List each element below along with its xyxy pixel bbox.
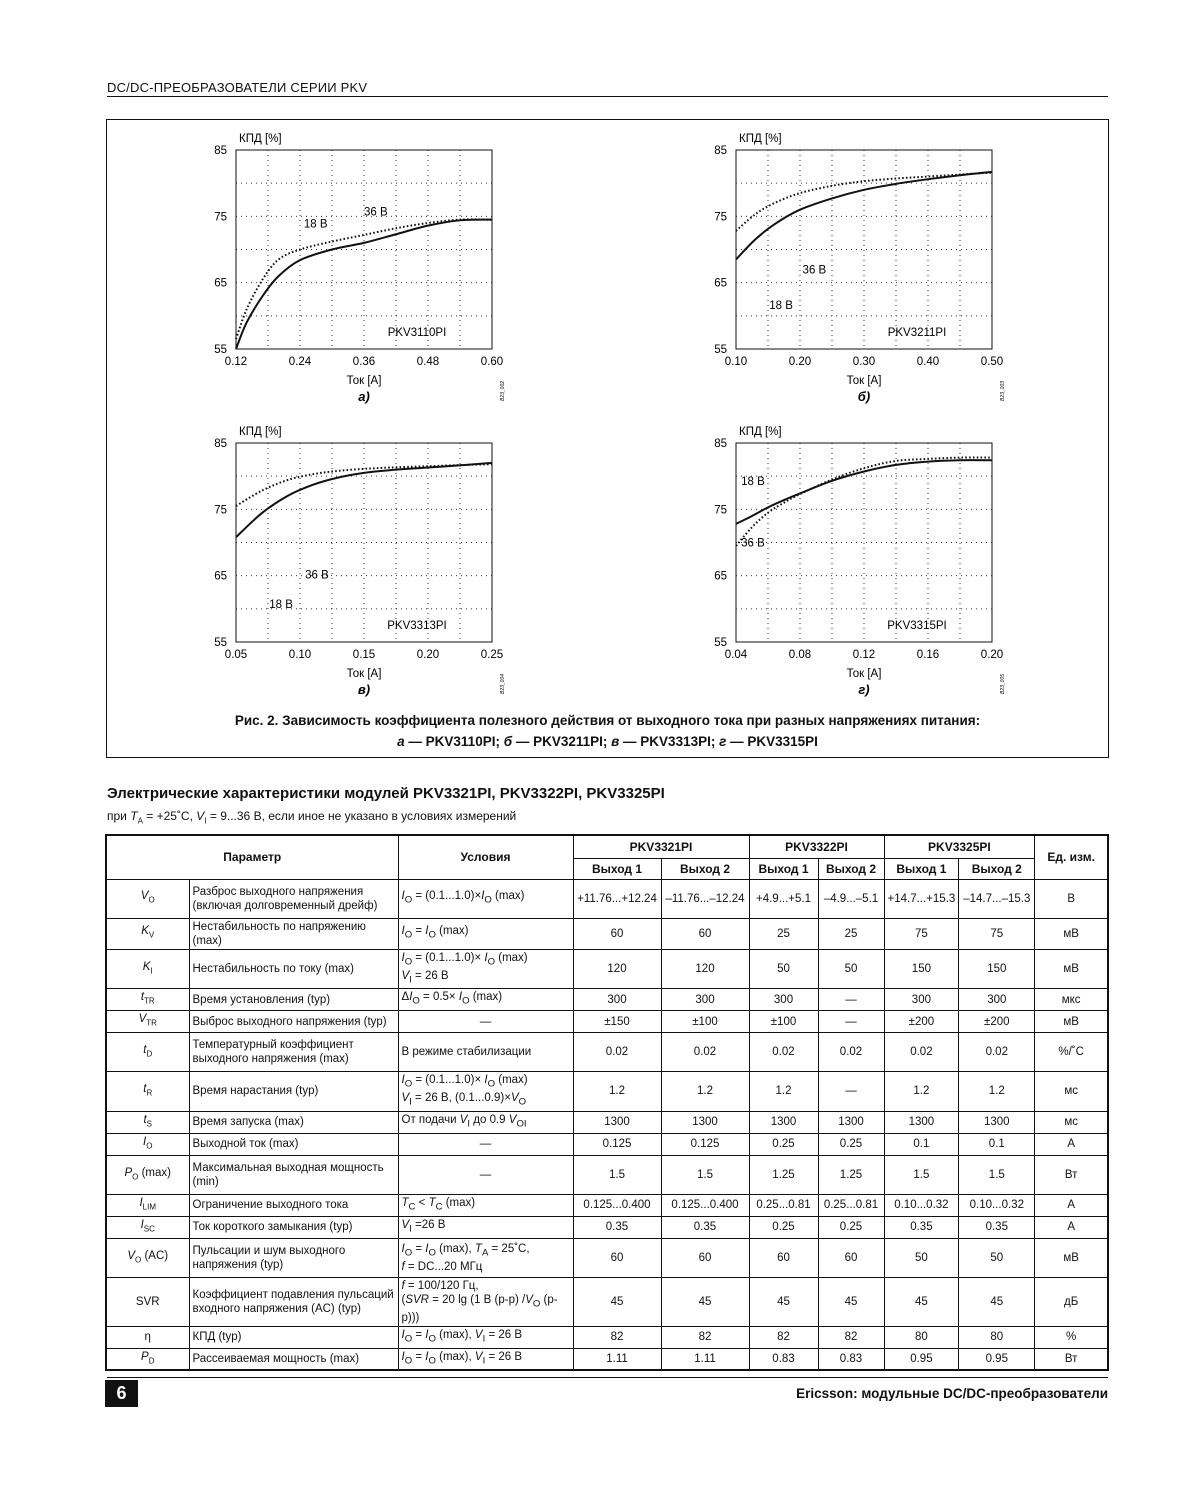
- param-name: Время установления (typ): [189, 989, 398, 1011]
- y-axis-label: КПД [%]: [739, 133, 782, 145]
- param-conditions: $I_O = (0.1...1.0)\times I_O$ (max): [398, 879, 573, 918]
- param-conditions: $V_I =26$ В: [398, 1216, 573, 1238]
- table-row: [106, 1194, 1108, 1216]
- series-line: [236, 220, 492, 349]
- table-row: [106, 1326, 1108, 1348]
- value-cell: 45: [749, 1277, 818, 1326]
- series-label: 36 В: [364, 206, 388, 219]
- value-cell: +4.9...+5.1: [749, 879, 818, 918]
- param-symbol: $P_D$: [106, 1348, 189, 1370]
- param-symbol: $K_V$: [106, 918, 189, 949]
- unit-cell: %/˚C: [1035, 1033, 1108, 1072]
- th-model-3: PKV3325PI: [884, 835, 1035, 858]
- value-cell: 300: [573, 989, 661, 1011]
- y-axis-label: КПД [%]: [239, 426, 282, 438]
- value-cell: 0.25: [749, 1133, 818, 1155]
- y-tick-label: 75: [714, 211, 727, 224]
- param-conditions: $I_O = I_O$ (max), $V_I = 26$ В: [398, 1348, 573, 1370]
- value-cell: ±200: [884, 1011, 959, 1033]
- param-symbol: $V_O$ (AC): [106, 1238, 189, 1277]
- param-symbol: $V_O$: [106, 879, 189, 918]
- value-cell: 80: [959, 1326, 1035, 1348]
- param-conditions: $I_O = I_O$ (max), $V_I = 26$ В: [398, 1326, 573, 1348]
- unit-cell: мВ: [1035, 949, 1108, 989]
- unit-cell: дБ: [1035, 1277, 1108, 1326]
- value-cell: 1.11: [661, 1348, 749, 1370]
- x-tick-label: 0.30: [852, 356, 876, 368]
- value-cell: 50: [959, 1238, 1035, 1277]
- unit-cell: мВ: [1035, 1011, 1108, 1033]
- value-cell: 1300: [661, 1111, 749, 1133]
- header-rule: [107, 96, 1108, 97]
- value-cell: 82: [661, 1326, 749, 1348]
- value-cell: 300: [661, 989, 749, 1011]
- param-symbol: $t_D$: [106, 1033, 189, 1072]
- value-cell: 1300: [749, 1111, 818, 1133]
- x-tick-label: 0.08: [788, 649, 812, 661]
- param-symbol: $t_{TR}$: [106, 989, 189, 1011]
- value-cell: 80: [884, 1326, 959, 1348]
- param-conditions: f = 100/120 Гц, (SVR = 20 lg (1 В (p-p) $/V_O$ (p-p))): [398, 1277, 573, 1326]
- value-cell: 1.2: [959, 1072, 1035, 1112]
- series-label: 18 В: [769, 300, 793, 313]
- value-cell: ±100: [749, 1011, 818, 1033]
- value-cell: 0.02: [661, 1033, 749, 1072]
- running-header: DC/DC-ПРЕОБРАЗОВАТЕЛИ СЕРИИ PKV: [107, 80, 368, 95]
- value-cell: —: [818, 989, 884, 1011]
- efficiency-charts: [107, 120, 1108, 757]
- x-tick-label: 0.24: [288, 356, 312, 368]
- table-row: [106, 1277, 1108, 1326]
- unit-cell: А: [1035, 1194, 1108, 1216]
- param-name: Время запуска (max): [189, 1111, 398, 1133]
- series-label: 18 В: [741, 475, 765, 488]
- th-unit: Ед. изм.: [1035, 835, 1108, 879]
- value-cell: +14.7...+15.3: [884, 879, 959, 918]
- value-cell: 82: [573, 1326, 661, 1348]
- value-cell: 0.10...0.32: [959, 1194, 1035, 1216]
- x-tick-label: 0.20: [980, 649, 1004, 661]
- param-symbol: $I_{SC}$: [106, 1216, 189, 1238]
- value-cell: 0.25: [818, 1216, 884, 1238]
- value-cell: —: [818, 1011, 884, 1033]
- value-cell: ±100: [661, 1011, 749, 1033]
- value-cell: 82: [749, 1326, 818, 1348]
- param-conditions: —: [398, 1155, 573, 1194]
- th-out: Выход 2: [661, 858, 749, 879]
- value-cell: 0.83: [749, 1348, 818, 1370]
- th-model-2: PKV3322PI: [749, 835, 884, 858]
- value-cell: 25: [818, 918, 884, 949]
- unit-cell: мс: [1035, 1072, 1108, 1112]
- table-row: [106, 1238, 1108, 1277]
- value-cell: 0.02: [818, 1033, 884, 1072]
- figure-code: B23_003: [1000, 380, 1006, 402]
- th-out: Выход 1: [749, 858, 818, 879]
- th-param: Параметр: [106, 835, 398, 879]
- value-cell: 0.25: [818, 1133, 884, 1155]
- page-number: 6: [105, 1380, 138, 1407]
- unit-cell: мВ: [1035, 918, 1108, 949]
- th-out: Выход 1: [573, 858, 661, 879]
- value-cell: 1.2: [573, 1072, 661, 1112]
- param-symbol: SVR: [106, 1277, 189, 1326]
- value-cell: 0.125: [573, 1133, 661, 1155]
- x-axis-label: Ток [A]: [346, 375, 382, 387]
- param-name: Пульсации и шум выходного напряжения (typ): [189, 1238, 398, 1277]
- value-cell: 1.5: [573, 1155, 661, 1194]
- value-cell: 0.10...0.32: [884, 1194, 959, 1216]
- figure-code: B23_004: [500, 673, 506, 695]
- value-cell: 120: [573, 949, 661, 989]
- value-cell: 0.1: [959, 1133, 1035, 1155]
- value-cell: 0.02: [884, 1033, 959, 1072]
- x-tick-label: 0.36: [352, 356, 376, 368]
- x-tick-label: 0.05: [224, 649, 248, 661]
- y-tick-label: 85: [714, 438, 727, 450]
- unit-cell: %: [1035, 1326, 1108, 1348]
- figure-code: B23_005: [1000, 673, 1006, 695]
- series-line: [736, 173, 992, 231]
- param-conditions: $\Delta I_O = 0.5\times I_O$ (max): [398, 989, 573, 1011]
- caption-key: г: [719, 734, 727, 749]
- value-cell: 0.25...0.81: [818, 1194, 884, 1216]
- param-symbol: η: [106, 1326, 189, 1348]
- series-line: [236, 464, 492, 506]
- value-cell: 50: [884, 1238, 959, 1277]
- value-cell: 25: [749, 918, 818, 949]
- value-cell: 75: [959, 918, 1035, 949]
- x-tick-label: 0.12: [224, 356, 248, 368]
- table-row: [106, 1133, 1108, 1155]
- param-conditions: От подачи $V_I$ до 0.9 $V_{OI}$: [398, 1111, 573, 1133]
- value-cell: 0.35: [959, 1216, 1035, 1238]
- param-name: Максимальная выходная мощность (min): [189, 1155, 398, 1194]
- value-cell: 0.25...0.81: [749, 1194, 818, 1216]
- y-tick-label: 75: [214, 211, 227, 224]
- series-line: [736, 460, 992, 524]
- figure-caption-line1: Рис. 2. Зависимость коэффициента полезного действия от выходного тока при разных напряжениях питания:: [234, 713, 981, 728]
- plot-frame: [736, 150, 992, 349]
- value-cell: 1300: [818, 1111, 884, 1133]
- y-tick-label: 85: [214, 438, 227, 450]
- panel-label: а): [358, 389, 370, 404]
- value-cell: 150: [959, 949, 1035, 989]
- value-cell: 1.5: [661, 1155, 749, 1194]
- table-row: [106, 989, 1108, 1011]
- unit-cell: мВ: [1035, 1238, 1108, 1277]
- unit-cell: А: [1035, 1133, 1108, 1155]
- value-cell: 0.125: [661, 1133, 749, 1155]
- value-cell: 0.25: [749, 1216, 818, 1238]
- param-name: Нестабильность по току (max): [189, 949, 398, 989]
- value-cell: 300: [749, 989, 818, 1011]
- value-cell: 1300: [573, 1111, 661, 1133]
- param-name: КПД (typ): [189, 1326, 398, 1348]
- param-symbol: $V_{TR}$: [106, 1011, 189, 1033]
- th-out: Выход 2: [818, 858, 884, 879]
- param-symbol: $P_O$ (max): [106, 1155, 189, 1194]
- param-name: Выходной ток (max): [189, 1133, 398, 1155]
- th-model-1: PKV3321PI: [573, 835, 749, 858]
- caption-text: — PKV3313PI;: [619, 734, 720, 749]
- value-cell: 1.2: [661, 1072, 749, 1112]
- value-cell: 0.125...0.400: [661, 1194, 749, 1216]
- value-cell: 0.125...0.400: [573, 1194, 661, 1216]
- param-name: Температурный коэффициент выходного напряжения (max): [189, 1033, 398, 1072]
- value-cell: 120: [661, 949, 749, 989]
- model-label: PKV3313PI: [387, 620, 447, 632]
- y-tick-label: 65: [714, 570, 727, 583]
- table-row: [106, 949, 1108, 989]
- unit-cell: А: [1035, 1216, 1108, 1238]
- value-cell: 0.35: [573, 1216, 661, 1238]
- table-row: [106, 1072, 1108, 1112]
- table-row: [106, 1111, 1108, 1133]
- y-tick-label: 85: [714, 145, 727, 157]
- value-cell: 1300: [959, 1111, 1035, 1133]
- unit-cell: В: [1035, 879, 1108, 918]
- footer-title: Ericsson: модульные DC/DC-преобразователи: [796, 1386, 1108, 1401]
- value-cell: 45: [661, 1277, 749, 1326]
- plot-frame: [236, 150, 492, 349]
- value-cell: 0.02: [959, 1033, 1035, 1072]
- x-tick-label: 0.10: [724, 356, 748, 368]
- th-out: Выход 2: [959, 858, 1035, 879]
- y-tick-label: 65: [214, 570, 227, 583]
- series-label: 36 В: [305, 569, 329, 582]
- value-cell: 60: [749, 1238, 818, 1277]
- series-line: [236, 463, 492, 537]
- table-row: [106, 1033, 1108, 1072]
- param-name: Ограничение выходного тока: [189, 1194, 398, 1216]
- param-conditions: —: [398, 1133, 573, 1155]
- unit-cell: мс: [1035, 1111, 1108, 1133]
- y-tick-label: 75: [714, 504, 727, 517]
- table-row: [106, 1155, 1108, 1194]
- y-tick-label: 55: [214, 344, 227, 356]
- value-cell: 1.25: [818, 1155, 884, 1194]
- value-cell: 60: [661, 918, 749, 949]
- table-row: [106, 918, 1108, 949]
- value-cell: –4.9...–5.1: [818, 879, 884, 918]
- y-axis-label: КПД [%]: [239, 133, 282, 145]
- x-axis-label: Ток [A]: [846, 375, 882, 387]
- value-cell: 45: [884, 1277, 959, 1326]
- value-cell: 45: [818, 1277, 884, 1326]
- model-label: PKV3110PI: [387, 327, 447, 339]
- x-tick-label: 0.48: [416, 356, 440, 368]
- unit-cell: Вт: [1035, 1155, 1108, 1194]
- value-cell: 60: [573, 1238, 661, 1277]
- value-cell: –14.7...–15.3: [959, 879, 1035, 918]
- y-tick-label: 55: [714, 344, 727, 356]
- value-cell: 50: [818, 949, 884, 989]
- series-label: 18 В: [269, 599, 293, 612]
- param-conditions: $T_C < T_C$ (max): [398, 1194, 573, 1216]
- panel-label: в): [357, 682, 371, 697]
- value-cell: 1.2: [884, 1072, 959, 1112]
- value-cell: 1300: [884, 1111, 959, 1133]
- value-cell: 0.95: [959, 1348, 1035, 1370]
- param-conditions: $I_O = (0.1...1.0)\times I_O$ (max) $V_I = 26$ В: [398, 949, 573, 989]
- panel-label: б): [857, 389, 871, 404]
- y-tick-label: 85: [214, 145, 227, 157]
- param-conditions: —: [398, 1011, 573, 1033]
- y-tick-label: 55: [714, 637, 727, 649]
- value-cell: ±150: [573, 1011, 661, 1033]
- value-cell: 60: [818, 1238, 884, 1277]
- caption-text: — PKV3315PI: [726, 734, 818, 749]
- param-conditions: $I_O = I_O$ (max): [398, 918, 573, 949]
- x-tick-label: 0.20: [788, 356, 812, 368]
- x-tick-label: 0.12: [852, 649, 876, 661]
- panel-label: г): [858, 682, 870, 697]
- param-name: Нестабильность по напряжению (max): [189, 918, 398, 949]
- value-cell: 1.5: [884, 1155, 959, 1194]
- param-name: Коэффициент подавления пульсаций входного напряжения (AC) (typ): [189, 1277, 398, 1326]
- x-tick-label: 0.25: [480, 649, 504, 661]
- unit-cell: Вт: [1035, 1348, 1108, 1370]
- caption-key: б: [503, 734, 513, 749]
- value-cell: 1.11: [573, 1348, 661, 1370]
- footer-rule: [107, 1377, 1108, 1378]
- x-tick-label: 0.16: [916, 649, 940, 661]
- value-cell: 0.35: [661, 1216, 749, 1238]
- param-name: Разброс выходного напряжения (включая долговременный дрейф): [189, 879, 398, 918]
- param-symbol: $K_I$: [106, 949, 189, 989]
- x-tick-label: 0.20: [416, 649, 440, 661]
- value-cell: 0.02: [573, 1033, 661, 1072]
- th-cond: Условия: [398, 835, 573, 879]
- value-cell: 0.83: [818, 1348, 884, 1370]
- series-label: 36 В: [741, 537, 765, 550]
- section-conditions: при $T_A$ = +25˚C, $V_I = 9...36$ В, если иное не указано в условиях измерений: [107, 809, 517, 826]
- y-tick-label: 55: [214, 637, 227, 649]
- x-tick-label: 0.15: [352, 649, 376, 661]
- y-axis-label: КПД [%]: [739, 426, 782, 438]
- series-label: 18 В: [303, 218, 328, 231]
- value-cell: –11.76...–12.24: [661, 879, 749, 918]
- y-tick-label: 75: [214, 504, 227, 517]
- x-tick-label: 0.60: [480, 356, 504, 368]
- param-conditions: В режиме стабилизации: [398, 1033, 573, 1072]
- value-cell: 60: [573, 918, 661, 949]
- section-title: Электрические характеристики модулей PKV3321PI, PKV3322PI, PKV3325PI: [107, 785, 665, 802]
- value-cell: 300: [884, 989, 959, 1011]
- x-tick-label: 0.50: [980, 356, 1004, 368]
- value-cell: 150: [884, 949, 959, 989]
- x-tick-label: 0.40: [916, 356, 940, 368]
- table-row: [106, 1011, 1108, 1033]
- x-tick-label: 0.10: [288, 649, 312, 661]
- param-conditions: $I_O = I_O$ (max), $T_A$ = 25˚C, f = DC...20 МГц: [398, 1238, 573, 1277]
- table-row: [106, 1216, 1108, 1238]
- value-cell: 1.5: [959, 1155, 1035, 1194]
- value-cell: ±200: [959, 1011, 1035, 1033]
- param-name: Выброс выходного напряжения (typ): [189, 1011, 398, 1033]
- value-cell: 75: [884, 918, 959, 949]
- model-label: PKV3211PI: [887, 327, 947, 339]
- value-cell: 0.1: [884, 1133, 959, 1155]
- value-cell: +11.76...+12.24: [573, 879, 661, 918]
- value-cell: 1.25: [749, 1155, 818, 1194]
- model-label: PKV3315PI: [887, 620, 947, 632]
- value-cell: 45: [573, 1277, 661, 1326]
- value-cell: 0.02: [749, 1033, 818, 1072]
- value-cell: 45: [959, 1277, 1035, 1326]
- param-name: Рассеиваемая мощность (max): [189, 1348, 398, 1370]
- value-cell: 0.35: [884, 1216, 959, 1238]
- figure-frame: [106, 119, 1109, 758]
- value-cell: 50: [749, 949, 818, 989]
- caption-key: в: [611, 734, 620, 749]
- value-cell: 82: [818, 1326, 884, 1348]
- param-symbol: $I_{LIM}$: [106, 1194, 189, 1216]
- value-cell: 300: [959, 989, 1035, 1011]
- x-tick-label: 0.04: [724, 649, 748, 661]
- param-conditions: $I_O = (0.1...1.0)\times I_O$ (max) $V_I = 26$ В, $(0.1...0.9)\times V_O$: [398, 1072, 573, 1112]
- table-row: [106, 879, 1108, 918]
- value-cell: 60: [661, 1238, 749, 1277]
- caption-text: — PKV3110PI;: [404, 734, 504, 749]
- param-symbol: $I_O$: [106, 1133, 189, 1155]
- y-tick-label: 65: [214, 277, 227, 290]
- caption-text: — PKV3211PI;: [512, 734, 612, 749]
- param-name: Ток короткого замыкания (typ): [189, 1216, 398, 1238]
- value-cell: 0.95: [884, 1348, 959, 1370]
- caption-key: а: [397, 734, 405, 749]
- th-out: Выход 1: [884, 858, 959, 879]
- x-axis-label: Ток [A]: [846, 668, 882, 680]
- value-cell: —: [818, 1072, 884, 1112]
- x-axis-label: Ток [A]: [346, 668, 382, 680]
- figure-caption-line2: [107, 734, 1108, 749]
- series-label: 36 В: [802, 264, 827, 277]
- spec-table: [105, 834, 1109, 1371]
- param-name: Время нарастания (typ): [189, 1072, 398, 1112]
- param-symbol: $t_R$: [106, 1072, 189, 1112]
- figure-code: B23_002: [500, 380, 506, 402]
- table-row: [106, 1348, 1108, 1370]
- unit-cell: мкс: [1035, 989, 1108, 1011]
- param-symbol: $t_S$: [106, 1111, 189, 1133]
- value-cell: 1.2: [749, 1072, 818, 1112]
- y-tick-label: 65: [714, 277, 727, 290]
- plot-frame: [736, 443, 992, 642]
